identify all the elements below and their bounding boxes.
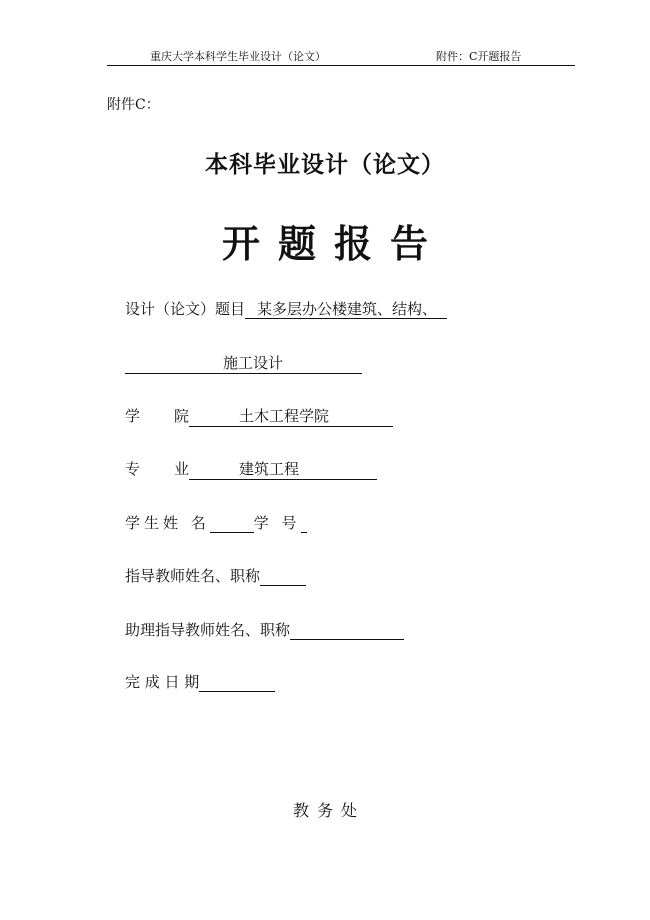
topic-value-line1: 某多层办公楼建筑、结构、: [245, 300, 447, 319]
student-name-label: 学生姓 名: [125, 514, 210, 532]
advisor-row: [125, 565, 306, 586]
assistant-advisor-label: 助理指导教师姓名、职称: [125, 621, 291, 639]
document-subtitle: 开题报告: [221, 222, 446, 266]
college-value: 土木工程学院: [189, 405, 393, 427]
topic-value-line2: 施工设计: [125, 352, 362, 374]
completion-date-label: 完 成 日 期: [125, 673, 200, 691]
student-name-blank: [210, 514, 254, 533]
advisor-blank: [260, 567, 306, 586]
topic-label: 设计（论文）题目: [125, 300, 246, 318]
document-title: 本科毕业设计（论文）: [205, 152, 445, 178]
college-row: [125, 405, 393, 427]
header-divider: [107, 65, 575, 66]
major-value: 建筑工程: [189, 458, 377, 480]
advisor-label: 指导教师姓名、职称: [125, 567, 261, 585]
major-label-char1: 专: [125, 460, 141, 478]
completion-date-blank: [199, 673, 275, 692]
issuing-office: 教务处: [292, 801, 365, 820]
attachment-label: 附件C：: [107, 97, 160, 113]
header-left-text: 重庆大学本科学生毕业设计（论文）: [150, 50, 326, 63]
college-label-char1: 学: [125, 407, 141, 425]
completion-date-row: [125, 671, 275, 692]
student-id-label: 学 号: [253, 514, 301, 532]
student-id-blank: [301, 514, 307, 533]
topic-row: [125, 298, 447, 319]
student-row: [125, 512, 307, 533]
college-label-char2: 院: [174, 407, 190, 425]
assistant-advisor-blank: [290, 621, 404, 640]
assistant-advisor-row: [125, 619, 404, 640]
header-right-text: 附件：C开题报告: [436, 50, 522, 63]
topic-row-continued: [125, 352, 362, 374]
major-row: [125, 458, 377, 480]
major-label-char2: 业: [174, 460, 190, 478]
